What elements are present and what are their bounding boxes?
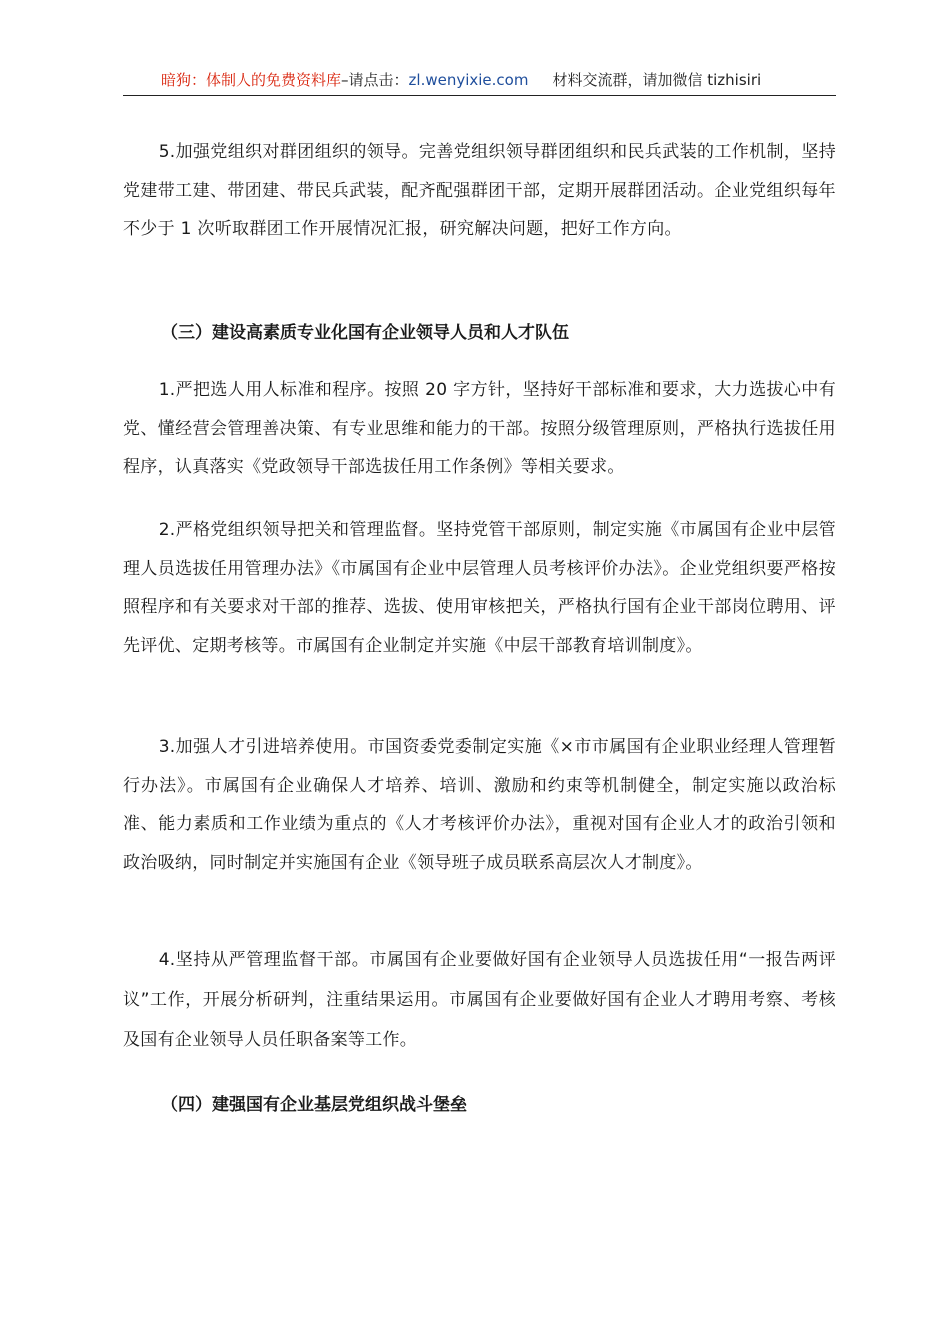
paragraph-1-selection: 1.严把选人用人标准和程序。按照 20 字方针，坚持好干部标准和要求，大力选拔心中有党、懂经营会管理善决策、有专业思维和能力的干部。按照分级管理原则，严格执行选拔任用程序，认真落实《党政领导干部选拔任用工作条例》等相关要求。 — [123, 380, 836, 477]
section-heading-4: （四）建强国有企业基层党组织战斗堡垒 — [161, 1095, 467, 1115]
header-contact: 材料交流群，请加微信 tizhisiri — [552, 71, 762, 89]
paragraph-group-leadership: 5.加强党组织对群团组织的领导。完善党组织领导群团组织和民兵武装的工作机制，坚持党建带工建、带团建、带民兵武装，配齐配强群团干部，定期开展群团活动。企业党组织每年不少于 1 次听取群团工作开展情况汇报，研究解决问题，把好工作方向。 — [123, 142, 836, 239]
paragraph-3-talent: 3.加强人才引进培养使用。市国资委党委制定实施《×市市属国有企业职业经理人管理暂行办法》。市属国有企业确保人才培养、培训、激励和约束等机制健全，制定实施以政治标准、能力素质和工作业绩为重点的《人才考核评价办法》，重视对国有企业人才的政治引领和政治吸纳，同时制定并实施国有企业《领导班子成员联系高层次人才制度》。 — [123, 737, 836, 873]
paragraph-4-management: 4.坚持从严管理监督干部。市属国有企业要做好国有企业领导人员选拔任用“一报告两评议”工作，开展分析研判，注重结果运用。市属国有企业要做好国有企业人才聘用考察、考核及国有企业领导人员任职备案等工作。 — [123, 950, 836, 1050]
paragraph-2-supervision: 2.严格党组织领导把关和管理监督。坚持党管干部原则，制定实施《市属国有企业中层管理人员选拔任用管理办法》《市属国有企业中层管理人员考核评价办法》。企业党组织要严格按照程序和有关要求对干部的推荐、选拔、使用审核把关，严格执行国有企业干部岗位聘用、评先评优、定期考核等。市属国有企业制定并实施《中层干部教育培训制度》。 — [123, 520, 836, 656]
page-header — [123, 66, 836, 96]
header-url-link[interactable]: zl.wenyixie.com — [408, 71, 529, 89]
section-heading-3: （三）建设高素质专业化国有企业领导人员和人才队伍 — [161, 323, 569, 343]
header-brand: 暗狗：体制人的免费资料库 — [161, 71, 342, 89]
header-prompt: –请点击： — [341, 71, 409, 89]
